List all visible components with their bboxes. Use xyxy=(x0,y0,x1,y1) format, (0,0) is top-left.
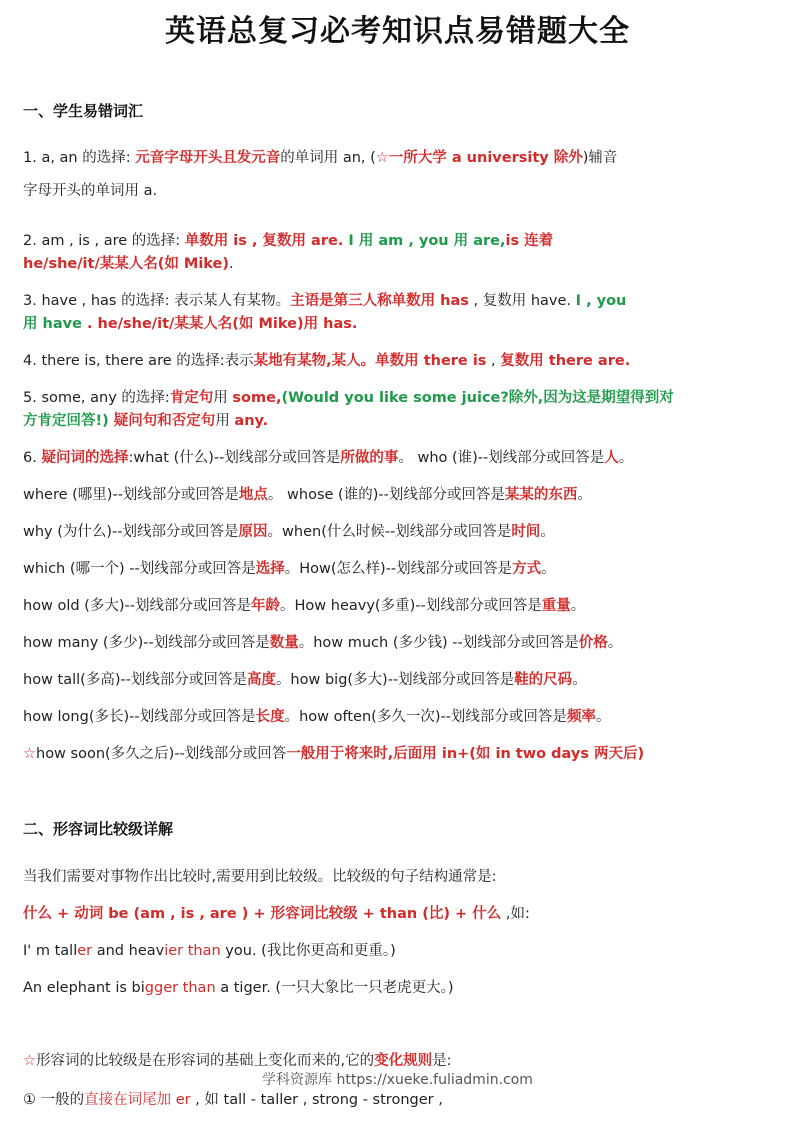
text: 用 xyxy=(215,413,235,429)
text: 。 xyxy=(595,709,611,725)
suffix-highlight: 直接在词尾加 er xyxy=(84,1092,191,1108)
text: how tall(多高)--划线部分或回答是 xyxy=(23,672,247,688)
item-2-cont xyxy=(23,253,777,275)
text: 。how often(多久一次)--划线部分或回答是 xyxy=(284,709,567,725)
emphasis: 疑问词的选择 xyxy=(41,450,129,466)
emphasis: 原因 xyxy=(238,524,268,540)
item-4 xyxy=(23,350,777,372)
text: how soon(多久之后)--划线部分或回答 xyxy=(36,746,287,762)
text: 3. have , has 的选择: 表示某人有某物。 xyxy=(23,293,291,309)
emphasis: 长度 xyxy=(255,709,285,725)
question-line-where xyxy=(23,484,777,506)
emphasis: he/she/it/某某人名(如 Mike) xyxy=(23,256,230,272)
rule-1 xyxy=(23,1089,777,1111)
question-line-how-old xyxy=(23,595,777,617)
emphasis: 元音字母开头且发元音 xyxy=(135,150,281,166)
emphasis: 疑问句和否定句 xyxy=(108,413,216,429)
item-1-cont xyxy=(23,180,777,202)
item-3-cont xyxy=(23,313,777,335)
emphasis: 地点 xyxy=(238,487,268,503)
emphasis: 什么 + 动词 be (am , is , are ) + 形容词比较级 + than (比) + 什么 xyxy=(23,906,502,922)
text: 字母开头的单词用 a. xyxy=(23,183,158,199)
emphasis: 复数用 there are. xyxy=(500,353,631,369)
question-line-which xyxy=(23,558,777,580)
item-6 xyxy=(23,447,777,469)
text: and heav xyxy=(92,943,165,959)
text: ,如: xyxy=(501,906,530,922)
text: why (为什么)--划线部分或回答是 xyxy=(23,524,239,540)
comparison-structure xyxy=(23,903,777,925)
emphasis: 重量 xyxy=(541,598,571,614)
text: how many (多少)--划线部分或回答是 xyxy=(23,635,270,651)
emphasis: 年龄 xyxy=(251,598,281,614)
emphasis: 高度 xyxy=(246,672,276,688)
text: 。 xyxy=(618,450,634,466)
text: 。how much (多少钱) --划线部分或回答是 xyxy=(298,635,579,651)
text: :what (什么)--划线部分或回答是 xyxy=(128,450,341,466)
text: where (哪里)--划线部分或回答是 xyxy=(23,487,239,503)
text: 是: xyxy=(432,1053,452,1069)
emphasis: 某地有某物,某人。单数用 there is xyxy=(253,353,487,369)
text: how long(多长)--划线部分或回答是 xyxy=(23,709,256,725)
text: 1. a, an 的选择: xyxy=(23,150,136,166)
text: 。 whose (谁的)--划线部分或回答是 xyxy=(267,487,505,503)
text: how old (多大)--划线部分或回答是 xyxy=(23,598,252,614)
emphasis: some, xyxy=(232,390,282,406)
emphasis: 主语是第三人称单数用 has xyxy=(290,293,469,309)
green-emphasis: I , you xyxy=(575,293,627,309)
emphasis: 单数用 is , 复数用 are. xyxy=(184,233,349,249)
emphasis: 时间 xyxy=(511,524,541,540)
text: 4. there is, there are 的选择:表示 xyxy=(23,353,254,369)
emphasis: 价格 xyxy=(578,635,608,651)
question-line-how-tall xyxy=(23,669,777,691)
green-emphasis: 方肯定回答!) xyxy=(23,413,109,429)
text: 。how big(多大)--划线部分或回答是 xyxy=(275,672,515,688)
text: 5. some, any 的选择: xyxy=(23,390,170,406)
emphasis: 频率 xyxy=(566,709,596,725)
question-line-why xyxy=(23,521,777,543)
emphasis: 变化规则 xyxy=(374,1053,433,1069)
text: 。 xyxy=(541,561,556,577)
emphasis: 肯定句 xyxy=(169,390,214,406)
item-2 xyxy=(23,230,777,252)
example-1 xyxy=(23,940,777,962)
text: 形容词的比较级是在形容词的基础上变化而来的,它的 xyxy=(36,1053,375,1069)
text: 用 xyxy=(213,390,233,406)
green-emphasis: 用 have xyxy=(23,316,87,332)
text: 。 xyxy=(570,598,586,614)
question-line-how-soon xyxy=(23,743,777,765)
comparison-intro: 当我们需要对事物作出比较时,需要用到比较级。比较级的句子结构通常是: xyxy=(23,869,497,885)
green-emphasis: (Would you like some juice?除外,因为这是期望得到对 xyxy=(281,390,674,406)
example-2 xyxy=(23,977,777,999)
text: a tiger. (一只大象比一只老虎更大。) xyxy=(215,980,454,996)
section-heading-1: 一、学生易错词汇 xyxy=(23,102,144,120)
text: you. (我比你更高和更重。) xyxy=(220,943,396,959)
text: 的单词用 an, ( xyxy=(280,150,376,166)
emphasis: 某某的东西 xyxy=(504,487,578,503)
emphasis: . he/she/it/某某人名(如 Mike)用 has. xyxy=(87,316,358,332)
section-heading-2: 二、形容词比较级详解 xyxy=(23,820,174,838)
text: 。when(什么时候--划线部分或回答是 xyxy=(267,524,512,540)
text: 2. am , is , are 的选择: xyxy=(23,233,185,249)
star-icon: ☆ xyxy=(23,746,36,762)
emphasis: 数量 xyxy=(269,635,299,651)
text: ① 一般的 xyxy=(23,1092,85,1108)
watermark-footer: 学科资源库 https://xueke.fuliadmin.com xyxy=(262,1072,533,1088)
text: , 如 tall - taller , strong - stronger , xyxy=(190,1092,443,1108)
text: . xyxy=(229,256,234,272)
suffix-highlight: gger than xyxy=(144,980,216,996)
emphasis: 方式 xyxy=(512,561,542,577)
emphasis: 人 xyxy=(604,450,619,466)
emphasis: 一般用于将来时,后面用 in+(如 in two days 两天后) xyxy=(286,746,645,762)
suffix-highlight: er xyxy=(77,943,93,959)
emphasis: 选择 xyxy=(255,561,285,577)
emphasis: is 连着 xyxy=(505,233,554,249)
item-5 xyxy=(23,387,777,409)
text: , 复数用 have. xyxy=(468,293,576,309)
text: 6. xyxy=(23,450,42,466)
text: 。How(怎么样)--划线部分或回答是 xyxy=(284,561,513,577)
text: 。 xyxy=(572,672,587,688)
page-title: 英语总复习必考知识点易错题大全 xyxy=(165,14,630,49)
suffix-highlight: ier than xyxy=(164,943,221,959)
text: which (哪一个) --划线部分或回答是 xyxy=(23,561,256,577)
text: 。 xyxy=(577,487,592,503)
emphasis: ☆一所大学 a university 除外 xyxy=(375,150,583,166)
text: I' m tall xyxy=(23,943,78,959)
star-icon: ☆ xyxy=(23,1053,36,1069)
text: 。How heavy(多重)--划线部分或回答是 xyxy=(280,598,542,614)
item-5-cont xyxy=(23,410,777,432)
text: An elephant is bi xyxy=(23,980,145,996)
text: 。 xyxy=(540,524,555,540)
text: 。 xyxy=(607,635,623,651)
text: )辅音 xyxy=(582,150,618,166)
green-emphasis: I 用 am , you 用 are, xyxy=(348,233,506,249)
text: 。 who (谁)--划线部分或回答是 xyxy=(398,450,605,466)
text: , xyxy=(486,353,501,369)
emphasis: any. xyxy=(234,413,269,429)
item-1 xyxy=(23,147,777,169)
emphasis: 所做的事 xyxy=(340,450,399,466)
emphasis: 鞋的尺码 xyxy=(514,672,573,688)
question-line-how-long xyxy=(23,706,777,728)
item-3 xyxy=(23,290,777,312)
question-line-how-many xyxy=(23,632,777,654)
